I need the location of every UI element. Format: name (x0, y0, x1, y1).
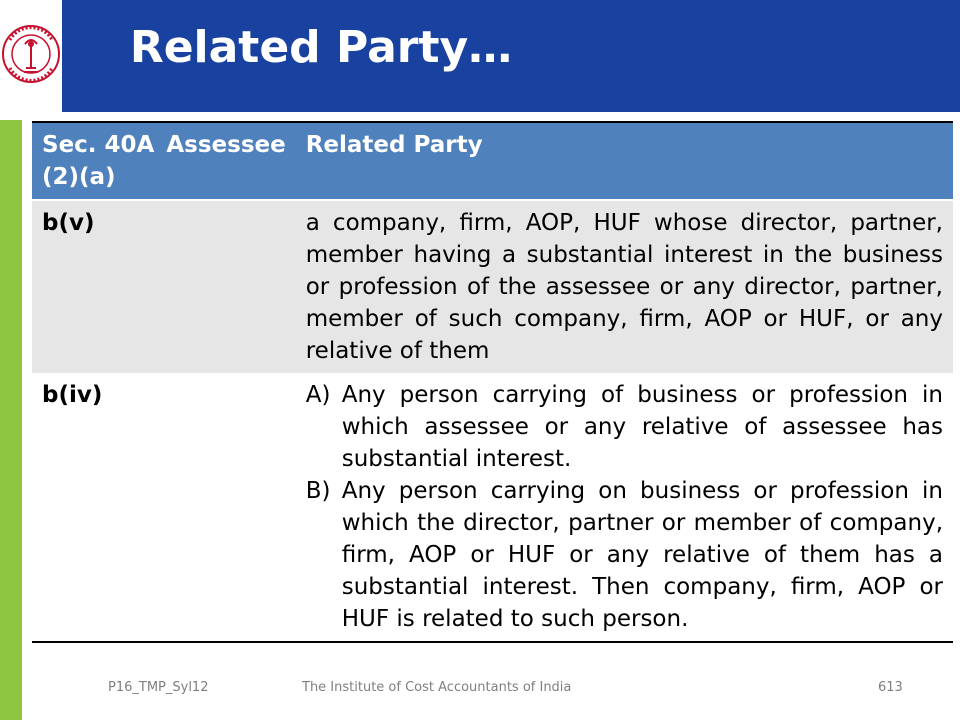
slide-title: Related Party… (129, 22, 513, 73)
table-row (32, 200, 953, 373)
header-section-subclause: (2)(a) (42, 164, 116, 190)
footer-page-number: 613 (878, 680, 903, 695)
list-item-text: Any person carrying of business or profession in which assessee or any relative of assessee has substantial interest. (341, 382, 943, 472)
list-marker: B) (305, 478, 331, 504)
row-description: a company, firm, AOP, HUF whose director, partner, member having a substantial interest in the business or profession of the assessee or any director, partner, member of such company, firm, AOP or HUF, or any relative of them (296, 200, 953, 373)
table-header-row (32, 122, 953, 200)
header-section-cell (32, 122, 296, 200)
row-code: b(v) (32, 200, 296, 373)
row-description-list (296, 373, 953, 642)
header-related-party: Related Party (296, 122, 953, 200)
footer-institute-name: The Institute of Cost Accountants of India (302, 680, 572, 695)
list-item (306, 475, 943, 635)
institute-logo (0, 0, 62, 112)
footer-course-code: P16_TMP_Syl12 (108, 680, 209, 695)
list-item-text: Any person carrying on business or profession in which the director, partner or member of company, firm, AOP or HUF or any relative of them has a substantial interest. Then company, firm, AOP or HUF is related to such person. (341, 478, 943, 632)
left-accent-bar (0, 120, 22, 720)
institute-seal-icon (0, 0, 62, 112)
list-item (306, 379, 943, 475)
table-row (32, 373, 953, 642)
related-party-table (32, 121, 953, 643)
header-assessee-label: Assessee (166, 132, 286, 158)
list-marker: A) (305, 382, 331, 408)
header-section-label: Sec. 40A (42, 132, 155, 158)
row-code: b(iv) (32, 373, 296, 642)
